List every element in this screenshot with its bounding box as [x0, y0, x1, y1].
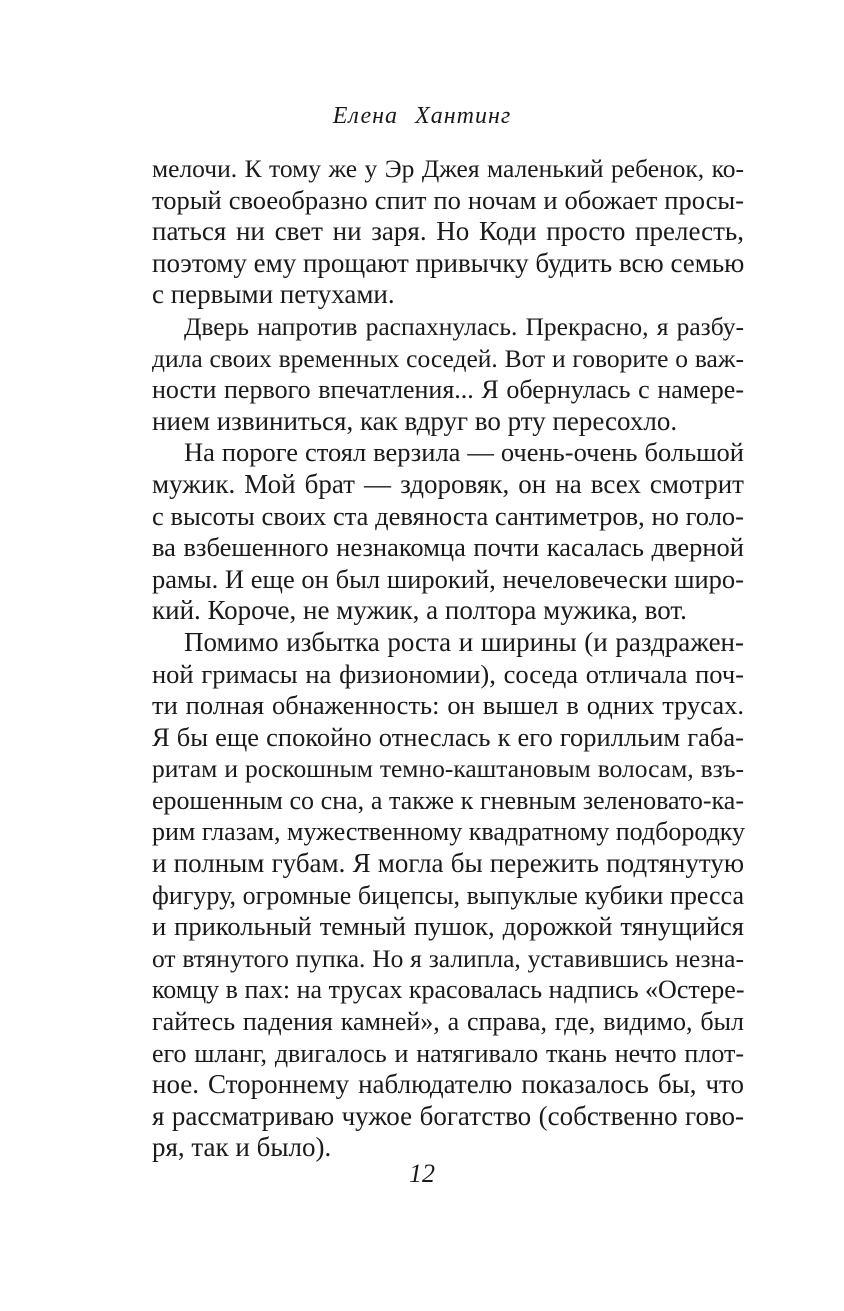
text-line: ритам и роскошным темно-каштановым волосам, взъ- — [152, 754, 744, 784]
running-head-author: Елена Хантинг — [332, 103, 512, 129]
text-line: и прикольный темный пушок, дорожкой тянущийся — [152, 911, 744, 942]
text-line: кий. Короче, не мужик, а полтора мужика, вот. — [152, 595, 687, 626]
text-line: я рассматриваю чужое богатство (собственно гово- — [152, 1100, 744, 1131]
text-line: комцу в пах: на трусах красовалась надпись «Остере- — [152, 975, 745, 1005]
text-line: дила своих временных соседей. Вот и говорите о важ- — [152, 343, 744, 373]
text-line: Я бы еще спокойно отнеслась к его горилльим габа- — [152, 721, 744, 752]
text-line: мужик. Мой брат — здоровяк, он на всех смотрит — [152, 468, 744, 499]
text-line: фигуру, огромные бицепсы, выпуклые кубики пресса — [152, 880, 744, 910]
text-line: ной гримасы на физиономии), соседа отличала поч- — [152, 658, 744, 689]
text-line: и полным губам. Я могла бы пережить подтянутую — [152, 848, 744, 879]
body-text — [152, 153, 744, 1164]
text-line: ное. Стороннему наблюдателю показалось бы, что — [152, 1069, 744, 1100]
text-line: от втянутого пупка. Но я залипла, уставившись незна- — [152, 943, 744, 973]
page-number: 12 — [409, 1159, 435, 1188]
text-line: паться ни свет ни заря. Но Коди просто прелесть, — [152, 216, 744, 247]
text-line: ва взбешенного незнакомца почти касалась дверной — [152, 532, 744, 563]
text-line: с первыми петухами. — [152, 279, 395, 310]
text-line: ерошенным со сна, а также к гневным зеленовато-ка- — [152, 785, 744, 815]
text-line: торый своеобразно спит по ночам и обожает просы- — [152, 184, 744, 215]
text-line: нием извиниться, как вдруг во рту пересохло. — [152, 405, 678, 436]
text-line: рамы. И еще он был широкий, нечеловечески широ- — [152, 563, 744, 594]
text-line: Дверь напротив распахнулась. Прекрасно, я разбу- — [184, 311, 744, 341]
text-line: ря, так и было). — [152, 1132, 332, 1163]
text-line: ти полная обнаженность: он вышел в одних трусах. — [152, 690, 744, 721]
text-line: гайтесь падения камней», а справа, где, видимо, был — [152, 1007, 744, 1037]
text-line: рим глазам, мужественному квадратному подбородку — [152, 817, 746, 847]
text-line: его шланг, двигалось и натягивало ткань нечто плот- — [152, 1038, 744, 1068]
text-line: мелочи. К тому же у Эр Джея маленький ребенок, ко- — [152, 154, 744, 183]
text-line: поэтому ему прощают привычку будить всю семью — [152, 247, 745, 278]
text-line: Помимо избытка роста и ширины (и раздражен- — [184, 626, 744, 657]
text-line: с высоты своих ста девяноста сантиметров, но голо- — [152, 500, 744, 531]
text-line: На пороге стоял верзила — очень-очень большой — [184, 437, 744, 468]
text-line: ности первого впечатления... Я обернулась с намере- — [152, 375, 744, 405]
